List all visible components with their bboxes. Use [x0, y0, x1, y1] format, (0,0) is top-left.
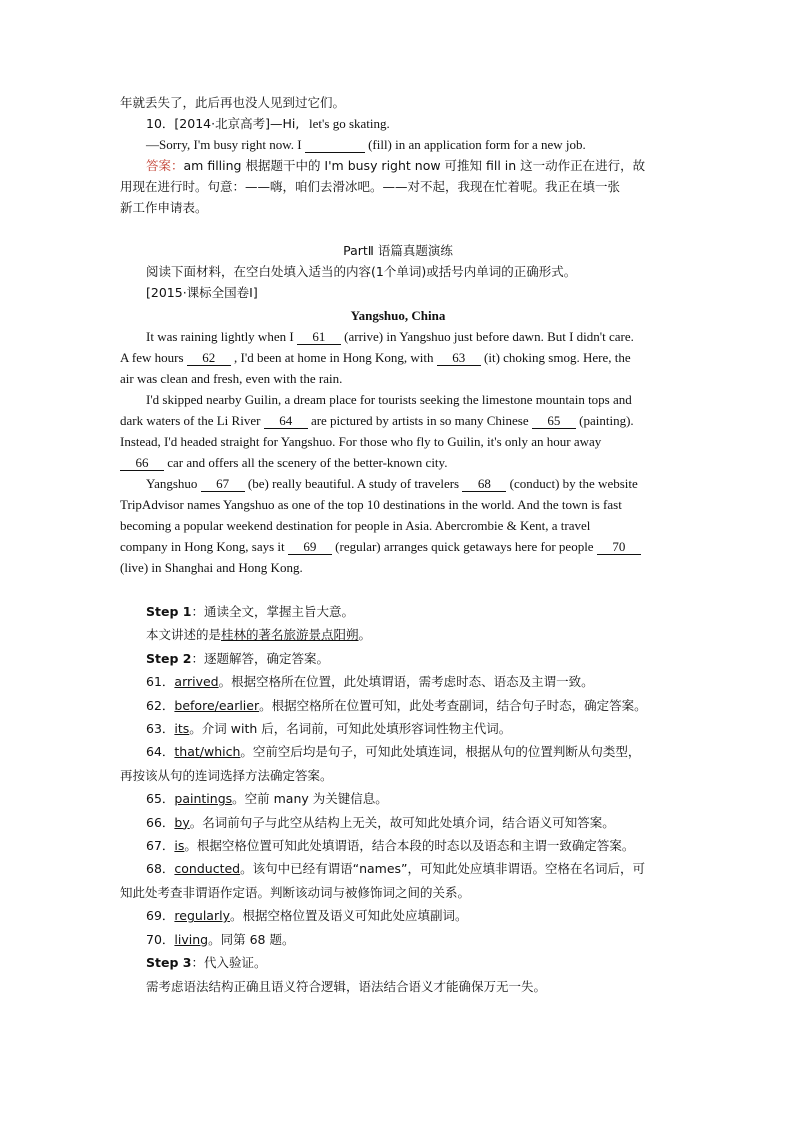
answer-67: [120, 834, 676, 857]
passage-text: (conduct) by the website: [509, 476, 638, 491]
answer-68-continued: 知此处考查非谓语作定语。判断该动词与被修饰词之间的关系。: [120, 884, 471, 900]
answer-word: its: [174, 721, 190, 737]
question-10: [120, 113, 676, 134]
question-10-prompt: let's go skating.: [309, 116, 390, 131]
question-10-number: 10．[2014·北京高考]—Hi,: [146, 116, 300, 131]
passage-text: (arrive) in Yangshuo just before dawn. But I didn't care.: [344, 329, 634, 344]
answer-word: conducted: [174, 861, 241, 877]
answer-label: 答案：: [146, 158, 184, 173]
passage-line: becoming a popular weekend destination for people in Asia. Abercrombie & Kent, a travel: [120, 518, 591, 533]
answer-explanation: 。根据空格位置可知此处填谓语，结合本段的时态以及语态和主谓一致确定答案。: [184, 838, 635, 854]
question-10-response-start: —Sorry, I'm busy right now. I: [146, 137, 302, 152]
passage-title: Yangshuo, China: [350, 308, 446, 323]
answer-word: is: [174, 838, 185, 854]
passage-line: [120, 326, 676, 347]
passage-line: air was clean and fresh, even with the rain.: [120, 371, 343, 386]
passage-text: company in Hong Kong, says it: [120, 539, 285, 554]
passage-line: [120, 410, 676, 431]
answer-word: that/which: [174, 744, 241, 760]
blank-68: 68: [462, 476, 506, 492]
passage-line: [120, 452, 676, 473]
answer-65: [120, 787, 676, 810]
passage-text: car and offers all the scenery of the better-known city.: [167, 455, 448, 470]
answer-64: [120, 740, 676, 763]
answer-word: before/earlier: [174, 697, 260, 713]
answer-70: [120, 928, 676, 951]
answer-66: [120, 811, 676, 834]
blank-63: 63: [437, 350, 481, 366]
spacer: [120, 578, 676, 600]
answer-word: paintings: [174, 791, 233, 807]
blank-61: 61: [297, 329, 341, 345]
step-3-text: ：代入验证。: [191, 955, 267, 971]
step-2-text: ：逐题解答，确定答案。: [191, 650, 329, 666]
answer-62: [120, 694, 676, 717]
answer-explanation: 。空前 many 为关键信息。: [232, 791, 388, 807]
blank-64: 64: [264, 413, 308, 429]
passage-text: (it) choking smog. Here, the: [484, 350, 631, 365]
passage-line: [120, 347, 676, 368]
step-1-text: ：通读全文，掌握主旨大意。: [191, 604, 354, 619]
answer-number: 67．: [146, 838, 175, 854]
answer-68: [120, 857, 676, 880]
passage-text: It was raining lightly when I: [146, 329, 294, 344]
answer-explanation: 。介词 with 后，名词前，可知此处填形容词性物主代词。: [189, 721, 512, 737]
blank-62: 62: [187, 350, 231, 366]
spacer: [120, 218, 676, 240]
answer-number: 63．: [146, 721, 175, 737]
passage-text: (regular) arranges quick getaways here for people: [335, 539, 594, 554]
question-10-blank: [305, 137, 365, 153]
answer-explanation: 。该句中已经有谓语“names”，可知此处应填非谓语。空格在名词后，可: [240, 861, 646, 877]
summary-key-phrase: 桂林的著名旅游景点阳朔: [221, 627, 359, 643]
answer-explanation: 。根据空格所在位置可知，此处考查副词，结合句子时态，确定答案。: [259, 697, 647, 713]
answer-number: 66．: [146, 814, 175, 830]
answer-explanation: 。空前空后均是句子，可知此处填连词，根据从句的位置判断从句类型，: [240, 744, 641, 760]
blank-65: 65: [532, 413, 576, 429]
step-2-label: Step 2: [146, 650, 192, 666]
passage-line: TripAdvisor names Yangshuo as one of the top 10 destinations in the world. And the town is fast: [120, 497, 622, 512]
answer-61: [120, 670, 676, 693]
step-3-summary: 需考虑语法结构正确且语义符合逻辑，语法结合语义才能确保万无一失。: [146, 978, 547, 994]
previous-answer-tail: 年就丢失了，此后再也没人见到过它们。: [120, 95, 346, 110]
passage-text: (be) really beautiful. A study of travelers: [247, 476, 460, 491]
blank-69: 69: [288, 539, 332, 555]
answer-explanation: 。同第 68 题。: [208, 931, 295, 947]
answer-number: 62．: [146, 697, 175, 713]
passage-text: are pictured by artists in so many Chinese: [310, 413, 529, 428]
part-heading: PartⅡ 语篇真题演练: [343, 243, 453, 258]
passage-line: [120, 473, 676, 494]
answer-explanation-line-2: 用现在进行时。句意：——嗨，咱们去滑冰吧。——对不起，我现在忙着呢。我正在填一张: [120, 179, 621, 194]
passage-text: A few hours: [120, 350, 184, 365]
answer-69: [120, 904, 676, 927]
step-1-summary: [120, 623, 676, 646]
passage-text: Yangshuo: [146, 476, 198, 491]
question-10-response: [120, 134, 676, 155]
step-3-heading: [120, 951, 676, 974]
step-1-heading: [120, 600, 676, 623]
answer-text: am filling 根据题干中的 I'm busy right now 可推知 fill in 这一动作正在进行，故: [183, 158, 646, 173]
passage-line: I'd skipped nearby Guilin, a dream place for tourists seeking the limestone mountain tops and: [146, 392, 632, 407]
answer-number: 69．: [146, 908, 175, 924]
document-page: [120, 92, 676, 998]
blank-67: 67: [201, 476, 245, 492]
answer-explanation: 。名词前句子与此空从结构上无关，故可知此处填介词，结合语义可知答案。: [189, 814, 615, 830]
answer-word: regularly: [174, 908, 230, 924]
answer-word: by: [174, 814, 190, 830]
question-10-answer: [120, 155, 676, 176]
answer-number: 65．: [146, 791, 175, 807]
blank-66: 66: [120, 455, 164, 471]
step-3-label: Step 3: [146, 955, 192, 971]
answer-word: living: [174, 931, 209, 947]
step-1-label: Step 1: [146, 604, 192, 619]
passage-text: , I'd been at home in Hong Kong, with: [234, 350, 434, 365]
summary-text: 。: [358, 627, 372, 643]
blank-70: 70: [597, 539, 641, 555]
step-2-heading: [120, 647, 676, 670]
answer-63: [120, 717, 676, 740]
answer-number: 70．: [146, 931, 175, 947]
answer-explanation-line-3: 新工作申请表。: [120, 200, 208, 215]
passage-line: (live) in Shanghai and Hong Kong.: [120, 560, 303, 575]
answer-64-continued: 再按该从句的连词选择方法确定答案。: [120, 767, 333, 783]
answer-number: 64．: [146, 744, 175, 760]
answer-explanation: 。根据空格所在位置，此处填谓语，需考虑时态、语态及主谓一致。: [218, 674, 594, 690]
answer-number: 68．: [146, 861, 175, 877]
instruction: 阅读下面材料，在空白处填入适当的内容(1个单词)或括号内单词的正确形式。: [146, 264, 577, 279]
answer-number: 61．: [146, 674, 175, 690]
answer-word: arrived: [174, 674, 219, 690]
summary-text: 本文讲述的是: [146, 627, 222, 643]
question-10-response-end: (fill) in an application form for a new job.: [368, 137, 586, 152]
passage-line: Instead, I'd headed straight for Yangshuo. For those who fly to Guilin, it's only an hour away: [120, 434, 602, 449]
passage-line: [120, 536, 676, 557]
answer-explanation: 。根据空格位置及语义可知此处应填副词。: [229, 908, 468, 924]
passage-text: (painting).: [579, 413, 634, 428]
source-citation: [2015·课标全国卷Ⅰ]: [146, 285, 258, 300]
passage-text: dark waters of the Li River: [120, 413, 261, 428]
